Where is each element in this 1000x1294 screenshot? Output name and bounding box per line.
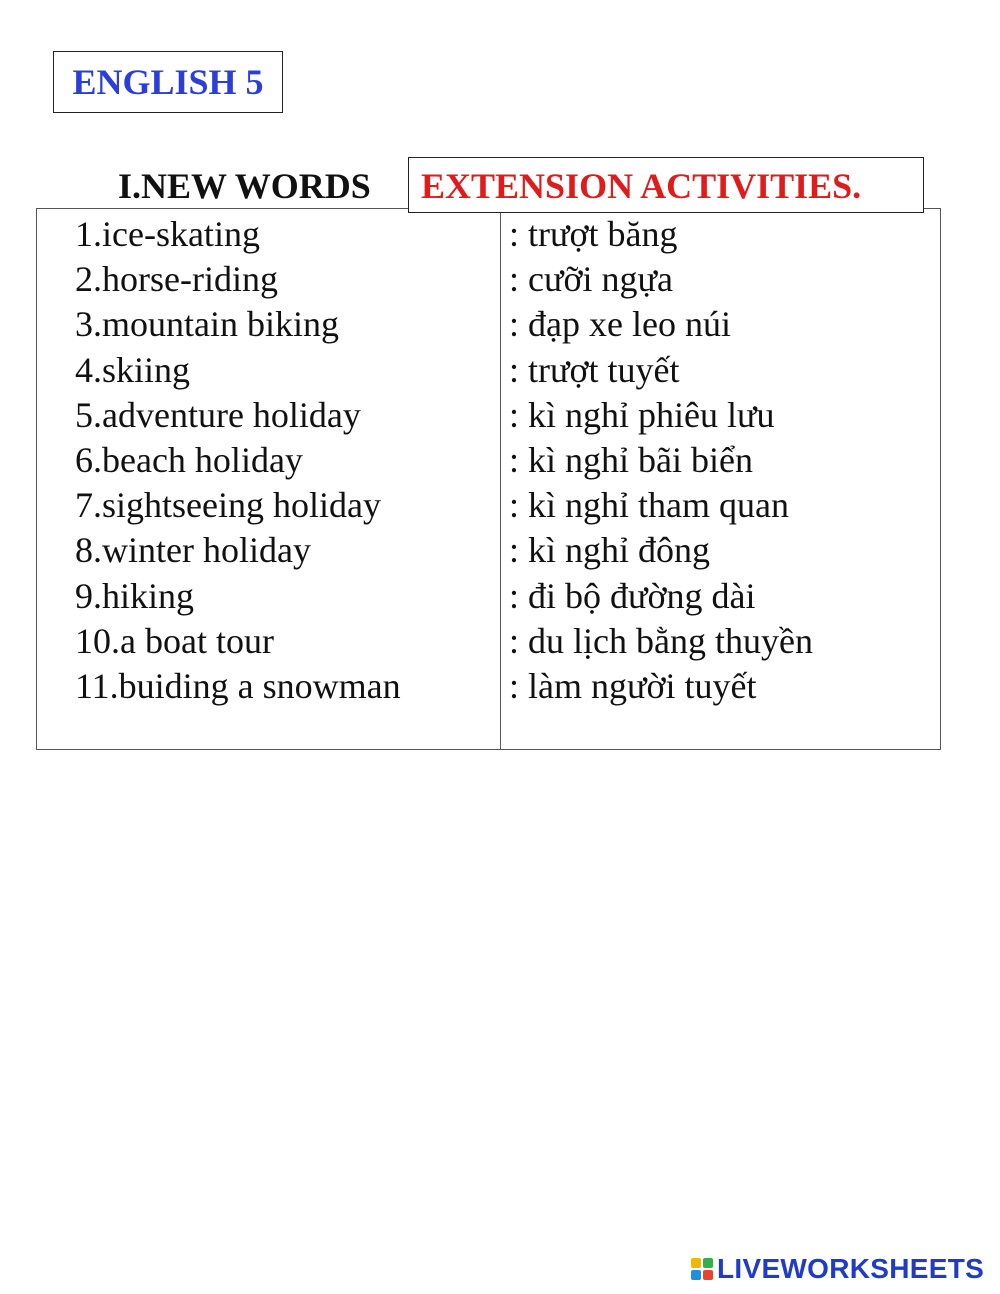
english-word: 3.mountain biking	[75, 304, 339, 345]
vietnamese-meaning: : du lịch bằng thuyền	[509, 620, 813, 661]
english-word: 9.hiking	[75, 575, 195, 616]
vietnamese-meaning: : cưỡi ngựa	[509, 259, 674, 300]
english-word: 5.adventure holiday	[75, 394, 361, 435]
vietnamese-meaning: : trượt băng	[509, 214, 678, 254]
english-word: 2.horse-riding	[75, 259, 278, 300]
vietnamese-meaning: : trượt tuyết	[509, 349, 680, 390]
english-word: 11.buiding a snowman	[75, 666, 401, 707]
extension-activities-label: EXTENSION ACTIVITIES.	[408, 157, 924, 213]
logo-square	[703, 1258, 713, 1268]
english-word: 8.winter holiday	[75, 530, 311, 571]
vocabulary-table	[36, 208, 941, 750]
vietnamese-meaning: : làm người tuyết	[509, 666, 757, 707]
vietnamese-meaning: : kì nghỉ phiêu lưu	[509, 394, 775, 435]
vietnamese-meaning: : kì nghỉ tham quan	[509, 485, 789, 526]
english-word: 1.ice-skating	[75, 214, 260, 254]
english-column	[75, 212, 401, 709]
logo-text: LIVEWORKSHEETS	[717, 1253, 985, 1284]
vietnamese-meaning: : kì nghỉ đông	[509, 530, 711, 571]
english-word: 7.sightseeing holiday	[75, 485, 381, 526]
logo-square	[691, 1270, 701, 1280]
english-word: 6.beach holiday	[75, 440, 303, 481]
english-word: 10.a boat tour	[75, 620, 274, 661]
english-word: 4.skiing	[75, 349, 191, 390]
vietnamese-meaning: : đi bộ đường dài	[509, 575, 756, 616]
vietnamese-column	[509, 212, 813, 709]
logo-square	[703, 1270, 713, 1280]
page-title: ENGLISH 5	[53, 51, 283, 113]
vietnamese-meaning: : kì nghỉ bãi biển	[509, 440, 753, 481]
vietnamese-meaning: : đạp xe leo núi	[509, 304, 731, 345]
column-divider	[500, 209, 501, 749]
liveworksheets-logo[interactable]	[691, 1252, 984, 1286]
section-heading-new-words: I.NEW WORDS	[118, 166, 371, 206]
logo-square	[691, 1258, 701, 1268]
liveworksheets-logo-icon	[691, 1258, 713, 1280]
